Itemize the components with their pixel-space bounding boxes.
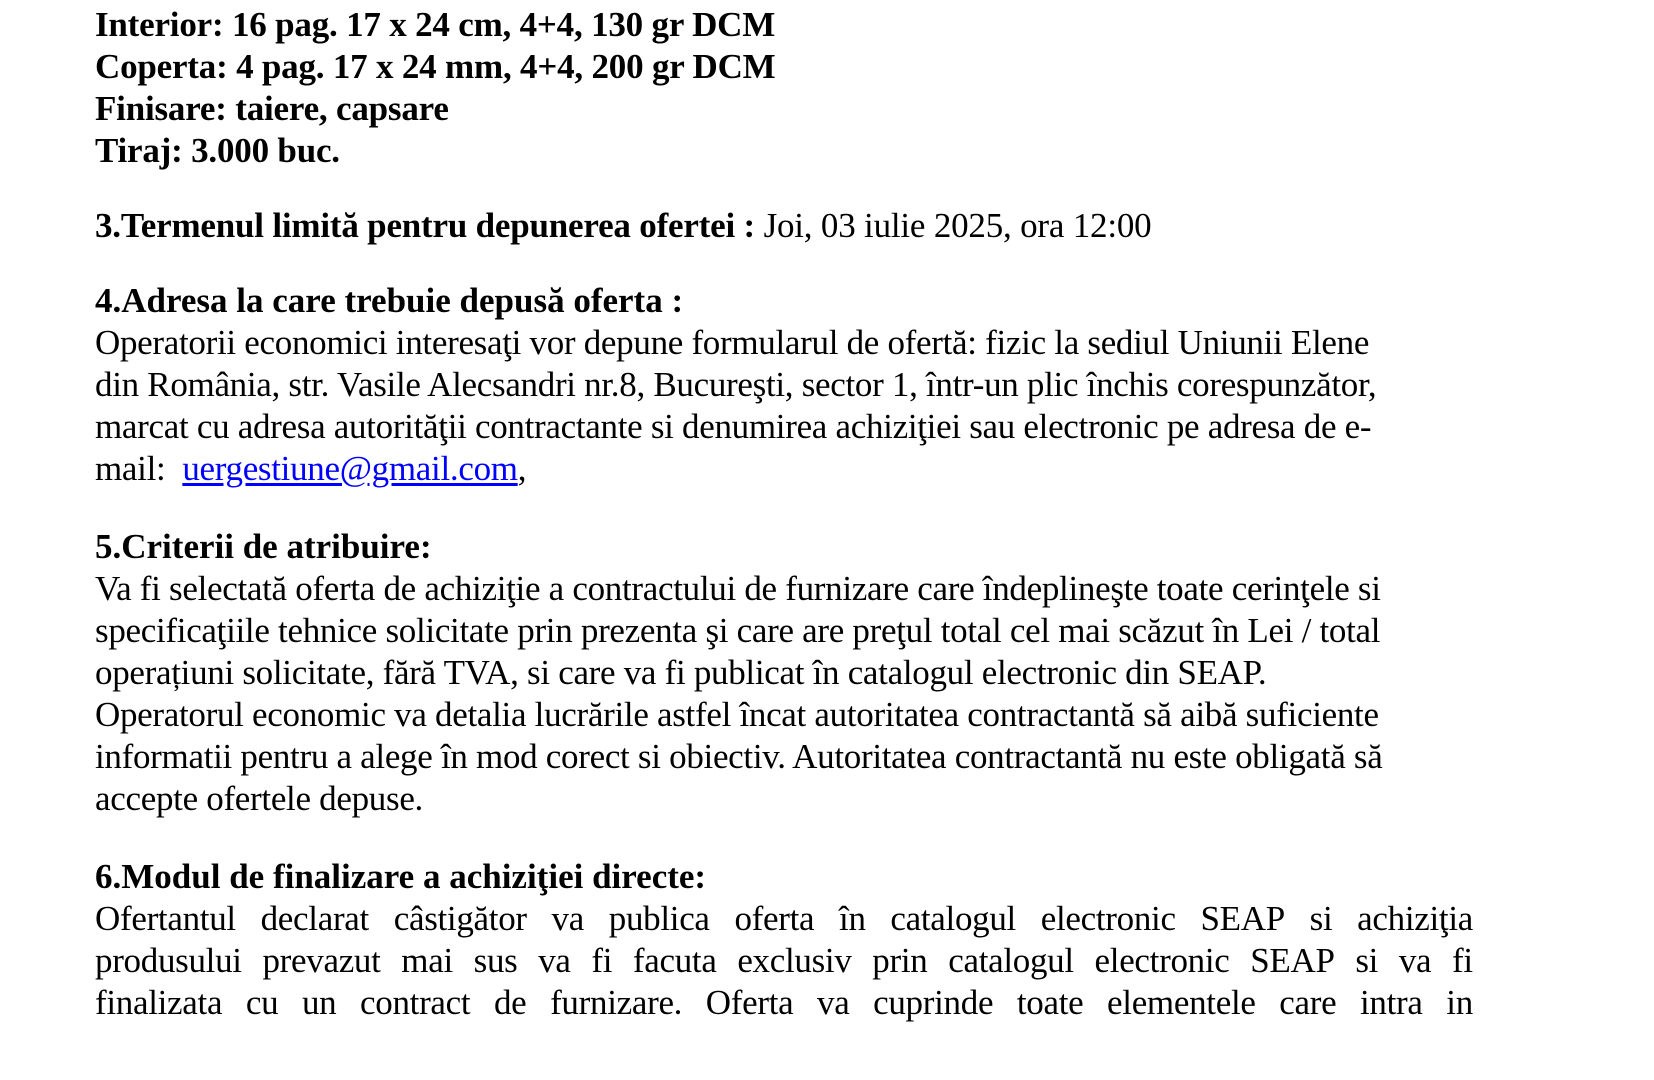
word: prin <box>872 941 928 980</box>
finalization-line <box>95 898 1473 940</box>
word: electronic <box>1094 941 1230 980</box>
word: declarat <box>260 899 369 938</box>
word: si <box>1355 941 1379 980</box>
address-line: din România, str. Vasile Alecsandri nr.8, Bucureşti, sector 1, într-un plic închis corespunzător, <box>95 365 1377 404</box>
word: va <box>538 941 571 980</box>
spec-coperta: Coperta: 4 pag. 17 x 24 mm, 4+4, 200 gr DCM <box>95 47 776 86</box>
word: Oferta <box>705 983 794 1022</box>
address-paragraph <box>95 322 1473 490</box>
section-address <box>95 280 1473 490</box>
criteria-paragraph <box>95 568 1473 820</box>
word: de <box>493 983 527 1022</box>
spec-interior: Interior: 16 pag. 17 x 24 cm, 4+4, 130 gr DCM <box>95 5 776 44</box>
document-page <box>95 4 1473 1024</box>
word: catalogul <box>890 899 1016 938</box>
address-line: Operatorii economici interesaţi vor depune formularul de ofertă: fizic la sediul Uniunii Elene <box>95 323 1370 362</box>
criteria-line: operațiuni solicitate, fără TVA, si care va fi publicat în catalogul electronic din SEAP. <box>95 653 1267 692</box>
word: un <box>301 983 337 1022</box>
word: cu <box>245 983 279 1022</box>
deadline-value: Joi, 03 iulie 2025, ora 12:00 <box>755 206 1152 245</box>
finalization-line <box>95 940 1473 982</box>
word: care <box>1279 983 1337 1022</box>
word: Ofertantul <box>95 899 236 938</box>
finalization-line <box>95 982 1473 1024</box>
word: în <box>839 899 866 938</box>
mail-suffix: , <box>517 449 527 488</box>
address-heading: 4.Adresa la care trebuie depusă oferta : <box>95 281 684 320</box>
word: fi <box>591 941 613 980</box>
word: fi <box>1452 941 1473 980</box>
product-specifications <box>95 4 1473 172</box>
word: catalogul <box>948 941 1074 980</box>
spec-tiraj: Tiraj: 3.000 buc. <box>95 131 340 170</box>
word: si <box>1309 899 1333 938</box>
word: intra <box>1359 983 1423 1022</box>
word: facuta <box>632 941 717 980</box>
word: contract <box>360 983 471 1022</box>
address-line: marcat cu adresa autorităţii contractante si denumirea achiziţiei sau electronic pe adresa de e- <box>95 407 1372 446</box>
word: oferta <box>734 899 815 938</box>
word: prevazut <box>262 941 381 980</box>
word: in <box>1446 983 1473 1022</box>
word: toate <box>1016 983 1084 1022</box>
criteria-line: accepte ofertele depuse. <box>95 779 424 818</box>
spec-finisare: Finisare: taiere, capsare <box>95 89 449 128</box>
criteria-heading: 5.Criterii de atribuire: <box>95 527 432 566</box>
word: furnizare. <box>550 983 683 1022</box>
word: va <box>1398 941 1432 980</box>
word: SEAP <box>1200 899 1285 938</box>
word: publica <box>608 899 710 938</box>
word: câstigător <box>393 899 527 938</box>
word: achiziţia <box>1357 899 1473 938</box>
criteria-line: Va fi selectată oferta de achiziţie a contractului de furnizare care îndeplineşte toate cerinţele si <box>95 569 1381 608</box>
word: mai <box>401 941 453 980</box>
word: va <box>551 899 584 938</box>
word: produsului <box>95 941 242 980</box>
word: finalizata <box>95 983 223 1022</box>
word: sus <box>473 941 518 980</box>
word: exclusiv <box>737 941 852 980</box>
word: elementele <box>1107 983 1256 1022</box>
criteria-line: informatii pentru a alege în mod corect si obiectiv. Autoritatea contractantă nu este obligată să <box>95 737 1383 776</box>
deadline-heading: 3.Termenul limită pentru depunerea ofertei : <box>95 206 756 245</box>
section-finalization <box>95 856 1473 1024</box>
word: electronic <box>1040 899 1176 938</box>
address-line <box>95 448 1473 490</box>
section-criteria <box>95 526 1473 820</box>
criteria-line: Operatorul economic va detalia lucrările astfel încat autoritatea contractantă să aibă suficiente <box>95 695 1379 734</box>
mail-prefix: mail: <box>95 449 174 488</box>
word: va <box>817 983 850 1022</box>
criteria-line: specificaţiile tehnice solicitate prin prezenta şi care are preţul total cel mai scăzut în Lei / total <box>95 611 1381 650</box>
section-deadline <box>95 205 1473 247</box>
email-link[interactable]: uergestiune@gmail.com <box>182 449 518 488</box>
word: SEAP <box>1250 941 1335 980</box>
finalization-heading: 6.Modul de finalizare a achiziţiei directe: <box>95 857 707 896</box>
word: cuprinde <box>873 983 994 1022</box>
finalization-paragraph <box>95 898 1473 1024</box>
